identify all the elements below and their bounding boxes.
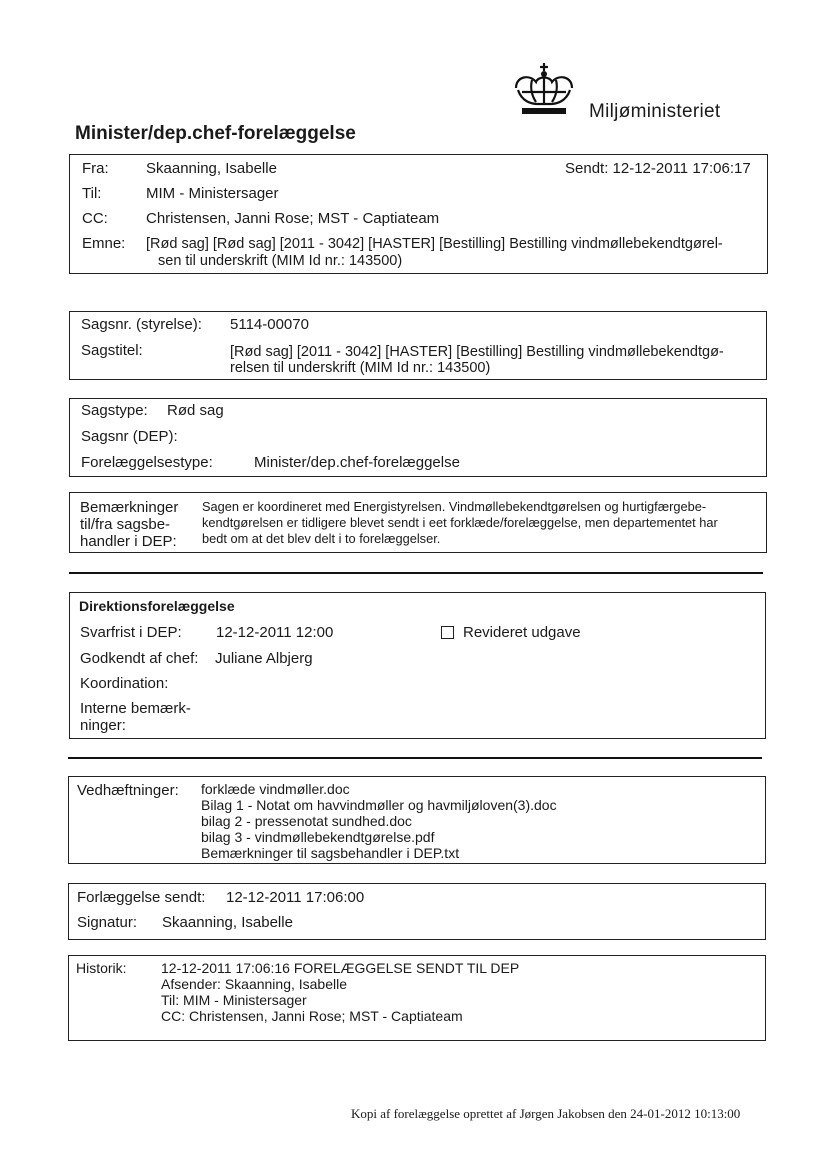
deadline-label: Svarfrist i DEP: xyxy=(80,624,182,641)
case-type-label: Sagstype: xyxy=(81,402,148,419)
page-title: Minister/dep.chef-forelæggelse xyxy=(75,123,356,144)
crown-logo xyxy=(508,58,580,120)
presentation-type-value: Minister/dep.chef-forelæggelse xyxy=(254,454,460,471)
attachments-label: Vedhæftninger: xyxy=(77,782,179,799)
ministry-name: Miljøministeriet xyxy=(589,101,721,122)
history-line: CC: Christensen, Janni Rose; MST - Captiateam xyxy=(161,1008,463,1024)
remarks-text-line-3: bedt om at det blev delt i to forelæggelser. xyxy=(202,531,441,546)
remarks-text-line-2: kendtgørelsen er tidligere blevet sendt i eet forklæde/forelæggelse, men departementet har xyxy=(202,515,718,530)
directorate-box xyxy=(69,592,766,739)
dep-number-label: Sagsnr (DEP): xyxy=(81,428,178,445)
case-title-line-2: relsen til underskrift (MIM Id nr.: 143500) xyxy=(230,360,491,376)
directorate-heading: Direktionsforelæggelse xyxy=(79,598,235,614)
presentation-sent-label: Forlæggelse sendt: xyxy=(77,889,206,906)
presentation-sent-value: 12-12-2011 17:06:00 xyxy=(226,889,365,906)
revised-checkbox[interactable] xyxy=(441,626,454,639)
attachment-item[interactable]: Bemærkninger til sagsbehandler i DEP.txt xyxy=(201,845,460,861)
attachment-item[interactable]: Bilag 1 - Notat om havvindmøller og havmiljøloven(3).doc xyxy=(201,797,557,813)
to-label: Til: xyxy=(82,185,102,202)
history-label: Historik: xyxy=(76,960,127,976)
remarks-label-line-3: handler i DEP: xyxy=(80,533,177,550)
coordination-label: Koordination: xyxy=(80,675,169,692)
internal-remarks-label-line-2: ninger: xyxy=(80,717,126,734)
attachment-item[interactable]: forklæde vindmøller.doc xyxy=(201,781,350,797)
case-type-value: Rød sag xyxy=(167,402,224,419)
case-type-box xyxy=(69,398,767,477)
case-title-line-1: [Rød sag] [2011 - 3042] [HASTER] [Bestilling] Bestilling vindmøllebekendtgø- xyxy=(230,344,724,360)
remarks-box xyxy=(69,492,767,553)
approved-value: Juliane Albjerg xyxy=(215,650,313,667)
attachment-item[interactable]: bilag 2 - pressenotat sundhed.doc xyxy=(201,813,412,829)
internal-remarks-label-line-1: Interne bemærk- xyxy=(80,700,191,717)
history-line: 12-12-2011 17:06:16 FORELÆGGELSE SENDT TIL DEP xyxy=(161,960,520,976)
subject-label: Emne: xyxy=(82,235,126,252)
from-value: Skaanning, Isabelle xyxy=(146,160,277,177)
remarks-label-line-1: Bemærkninger xyxy=(80,499,179,516)
section-divider xyxy=(69,572,763,574)
remarks-label-line-2: til/fra sagsbe- xyxy=(80,516,171,533)
crown-icon xyxy=(508,58,580,120)
history-line: Afsender: Skaanning, Isabelle xyxy=(161,976,348,992)
from-label: Fra: xyxy=(82,160,109,177)
approved-label: Godkendt af chef: xyxy=(80,650,199,667)
subject-line-1: [Rød sag] [Rød sag] [2011 - 3042] [HASTER] [Bestilling] Bestilling vindmøllebekendtgørel- xyxy=(146,236,723,252)
attachments-box xyxy=(68,776,766,864)
attachment-item[interactable]: bilag 3 - vindmøllebekendtgørelse.pdf xyxy=(201,829,435,845)
case-box xyxy=(69,311,767,380)
history-line: Til: MIM - Ministersager xyxy=(161,992,307,1008)
copy-note: Kopi af forelæggelse oprettet af Jørgen Jakobsen den 24-01-2012 10:13:00 xyxy=(351,1106,741,1121)
case-number-label: Sagsnr. (styrelse): xyxy=(81,316,202,333)
history-box xyxy=(68,955,766,1041)
deadline-value: 12-12-2011 12:00 xyxy=(216,624,334,641)
sent-box xyxy=(68,883,766,940)
subject-line-2: sen til underskrift (MIM Id nr.: 143500) xyxy=(158,253,403,269)
revised-label: Revideret udgave xyxy=(463,624,581,641)
message-box xyxy=(69,154,768,274)
cc-value: Christensen, Janni Rose; MST - Captiateam xyxy=(146,210,440,227)
signature-label: Signatur: xyxy=(77,914,138,931)
to-value: MIM - Ministersager xyxy=(146,185,279,202)
presentation-type-label: Forelæggelsestype: xyxy=(81,454,213,471)
cc-label: CC: xyxy=(82,210,108,227)
remarks-text-line-1: Sagen er koordineret med Energistyrelsen. Vindmøllebekendtgørelsen og hurtigfærgebe- xyxy=(202,499,707,514)
section-divider-2 xyxy=(68,757,762,759)
sent-timestamp: Sendt: 12-12-2011 17:06:17 xyxy=(565,160,751,177)
case-number-value: 5114-00070 xyxy=(230,316,309,333)
case-title-label: Sagstitel: xyxy=(81,342,143,359)
signature-value: Skaanning, Isabelle xyxy=(162,914,293,931)
